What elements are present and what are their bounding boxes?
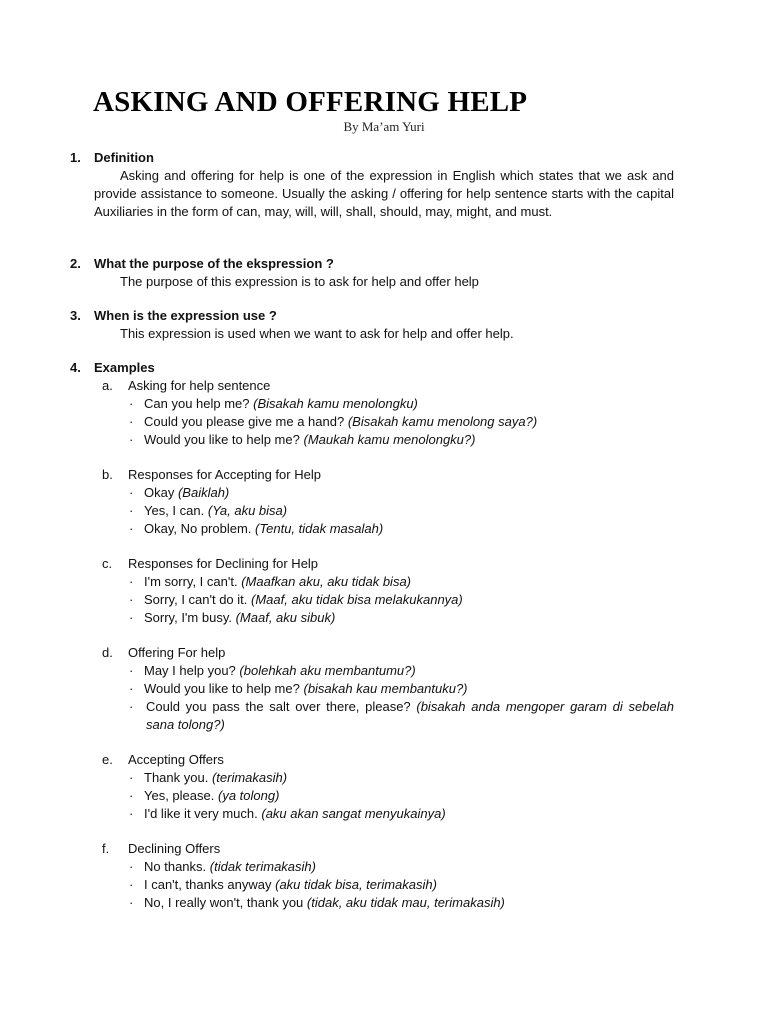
list-item: · Sorry, I can't do it. (Maaf, aku tidak bisa melakukannya) <box>129 592 463 607</box>
section-body: Asking and offering for help is one of the expression in English which states that we ask and provide assistance to someone. Usually the asking / offering for help sentence starts with the capital Auxiliaries in the form of can, may, will, will, shall, should, may, might, and must. <box>94 168 674 219</box>
bullet-icon: · <box>129 610 134 625</box>
list-item: · Yes, I can. (Ya, aku bisa) <box>129 503 288 518</box>
list-item: · May I help you? (bolehkah aku membantumu?) <box>129 663 416 678</box>
list-item: · Yes, please. (ya tolong) <box>129 788 280 803</box>
bullet-icon: · <box>129 432 134 447</box>
bullet-icon: · <box>129 681 134 696</box>
list-item: · Can you help me? (Bisakah kamu menolongku) <box>129 396 418 411</box>
section-body: This expression is used when we want to ask for help and offer help. <box>120 326 514 341</box>
example-group-declining-help <box>102 555 674 627</box>
list-item: · No, I really won't, thank you (tidak, aku tidak mau, terimakasih) <box>129 895 505 910</box>
section-number: 4. <box>70 360 81 375</box>
list-item: · Thank you. (terimakasih) <box>129 770 288 785</box>
list-item: · Could you pass the salt over there, please? (bisakah anda mengoper garam di sebelah sana tolong?) <box>129 699 674 732</box>
group-heading: Accepting Offers <box>128 752 224 767</box>
example-group-asking <box>102 377 674 449</box>
section-definition <box>70 149 674 221</box>
list-item: · Would you like to help me? (bisakah kau membantuku?) <box>129 681 468 696</box>
bullet-icon: · <box>129 788 134 803</box>
section-heading: When is the expression use ? <box>94 308 277 323</box>
bullet-icon: · <box>129 770 134 785</box>
bullet-icon: · <box>129 895 134 910</box>
example-group-offering <box>102 644 674 734</box>
list-item: · I can't, thanks anyway (aku tidak bisa, terimakasih) <box>129 877 437 892</box>
list-item: · I'm sorry, I can't. (Maafkan aku, aku tidak bisa) <box>129 574 412 589</box>
bullet-icon: · <box>129 699 134 714</box>
list-item: · Would you like to help me? (Maukah kamu menolongku?) <box>129 432 476 447</box>
list-item: · Okay (Baiklah) <box>129 485 230 500</box>
group-heading: Offering For help <box>128 645 226 660</box>
section-number: 1. <box>70 150 81 165</box>
group-heading: Responses for Accepting for Help <box>128 467 321 482</box>
bullet-icon: · <box>129 521 134 536</box>
list-item: · Okay, No problem. (Tentu, tidak masalah) <box>129 521 384 536</box>
section-heading: Examples <box>94 360 155 375</box>
section-usage <box>70 307 674 343</box>
group-letter: c. <box>102 556 113 571</box>
example-group-accepting-offers <box>102 751 674 823</box>
bullet-icon: · <box>129 859 134 874</box>
section-body: The purpose of this expression is to ask for help and offer help <box>120 274 479 289</box>
list-item: · Could you please give me a hand? (Bisakah kamu menolong saya?) <box>129 414 538 429</box>
section-number: 2. <box>70 256 81 271</box>
author-byline: By Ma’am Yuri <box>343 119 425 134</box>
bullet-icon: · <box>129 485 134 500</box>
list-item: · Sorry, I'm busy. (Maaf, aku sibuk) <box>129 610 336 625</box>
bullet-icon: · <box>129 877 134 892</box>
example-group-accepting-help <box>102 466 674 538</box>
group-heading: Responses for Declining for Help <box>128 556 319 571</box>
group-letter: f. <box>102 841 110 856</box>
group-letter: a. <box>102 378 113 393</box>
list-item: · I'd like it very much. (aku akan sangat menyukainya) <box>129 806 446 821</box>
group-letter: b. <box>102 467 113 482</box>
bullet-icon: · <box>129 414 134 429</box>
document-title: ASKING AND OFFERING HELP <box>93 86 528 118</box>
bullet-icon: · <box>129 396 134 411</box>
section-heading: Definition <box>94 150 154 165</box>
bullet-icon: · <box>129 574 134 589</box>
group-letter: e. <box>102 752 113 767</box>
section-number: 3. <box>70 308 81 323</box>
bullet-icon: · <box>129 592 134 607</box>
group-heading: Asking for help sentence <box>128 378 271 393</box>
group-heading: Declining Offers <box>128 841 221 856</box>
group-letter: d. <box>102 645 113 660</box>
section-heading: What the purpose of the ekspression ? <box>94 256 334 271</box>
section-examples <box>70 359 674 912</box>
bullet-icon: · <box>129 663 134 678</box>
bullet-icon: · <box>129 503 134 518</box>
bullet-icon: · <box>129 806 134 821</box>
example-group-declining-offers <box>102 840 674 912</box>
section-purpose <box>70 255 674 291</box>
list-item: · No thanks. (tidak terimakasih) <box>129 859 316 874</box>
